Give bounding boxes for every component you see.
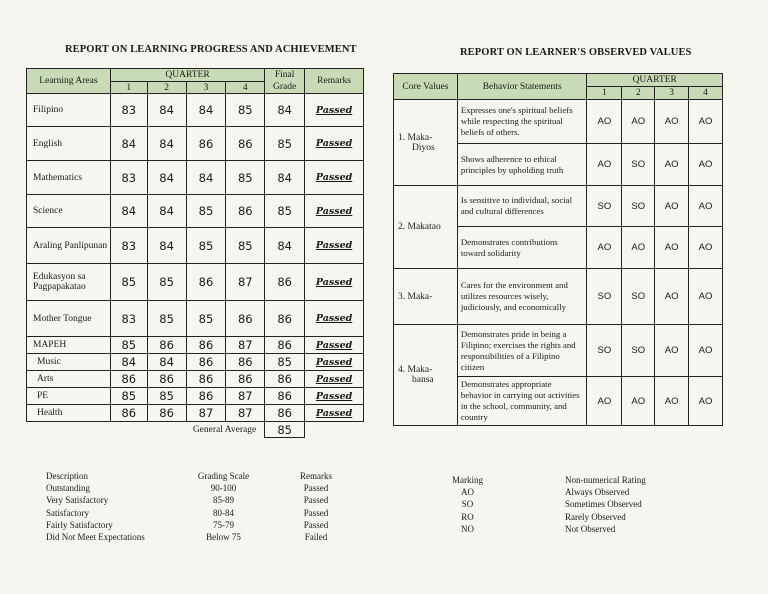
quarter-grade: 84 (147, 195, 186, 228)
final-grade: 86 (265, 405, 305, 422)
quarter-grade: 84 (147, 228, 186, 264)
remark: Passed (305, 94, 364, 127)
quarter-grade: 84 (147, 94, 186, 127)
quarter-grade: 85 (110, 264, 147, 301)
legend-scale: Below 75 (206, 532, 241, 543)
final-grade: 86 (265, 264, 305, 301)
value-marking: SO (587, 269, 622, 325)
quarter-grade: 86 (110, 371, 147, 388)
quarter-grade: 86 (147, 405, 186, 422)
grade-row (27, 301, 364, 337)
grade-row (27, 127, 364, 161)
value-marking: AO (655, 144, 689, 186)
header-values-quarter-2: 2 (622, 87, 655, 100)
core-value (394, 186, 458, 269)
core-value-line: bansa (412, 375, 434, 385)
legend-marking: SO (461, 499, 474, 510)
behavior-statement: Demonstrates contributions toward solidarity (457, 227, 587, 269)
legend-scale: 85-89 (213, 495, 234, 506)
legend-scale-col (186, 470, 261, 543)
core-value-line: 4. Maka- (398, 365, 433, 375)
final-grade: 86 (265, 388, 305, 405)
learning-progress-table (26, 68, 364, 438)
quarter-grade: 84 (110, 354, 147, 371)
legend-header-rating: Non-numerical Rating (565, 475, 646, 485)
observed-values-table (393, 73, 723, 426)
legend-rating: Always Observed (565, 487, 630, 498)
core-value-line: 3. Maka- (398, 291, 433, 302)
header-values-quarter-4: 4 (689, 87, 723, 100)
value-marking: AO (689, 144, 723, 186)
legend-description: Outstanding (46, 483, 90, 494)
quarter-grade: 83 (110, 161, 147, 195)
behavior-statement: Demonstrates pride in being a Filipino; exercises the rights and responsibilities of a Filipino citizen (457, 325, 587, 377)
learning-area-name: Mother Tongue (27, 301, 111, 337)
header-core-values: Core Values (394, 74, 458, 100)
quarter-grade: 86 (226, 195, 265, 228)
behavior-statement: Demonstrates appropriate behavior in carrying out activities in the school, community, and country (457, 377, 587, 426)
quarter-grade: 85 (110, 337, 147, 354)
grade-row (27, 94, 364, 127)
grade-row (27, 195, 364, 228)
value-marking: AO (655, 100, 689, 144)
remark: Passed (305, 371, 364, 388)
remark: Passed (305, 161, 364, 195)
quarter-grade: 86 (186, 337, 226, 354)
grade-row (27, 161, 364, 195)
quarter-grade: 86 (186, 371, 226, 388)
quarter-grade: 86 (186, 127, 226, 161)
legend-remark: Passed (303, 519, 329, 530)
legend-marking-col (445, 474, 490, 535)
quarter-grade: 84 (147, 127, 186, 161)
quarter-grade: 84 (110, 127, 147, 161)
header-remarks: Remarks (305, 69, 364, 94)
grade-row-mapeh (27, 405, 364, 422)
general-average-blank (305, 422, 364, 438)
final-grade: 84 (265, 94, 305, 127)
final-grade: 84 (265, 161, 305, 195)
quarter-grade: 85 (186, 228, 226, 264)
quarter-grade: 85 (110, 388, 147, 405)
core-value (394, 325, 458, 426)
core-value-line: 2. Makatao (398, 222, 441, 232)
legend-remark: Passed (303, 495, 329, 506)
quarter-grade: 86 (226, 301, 265, 337)
value-marking: SO (587, 325, 622, 377)
learning-area-name: Arts (27, 371, 111, 388)
core-value (394, 269, 458, 325)
learning-area-name: MAPEH (27, 337, 111, 354)
learning-area-name: Science (27, 195, 111, 228)
header-final: Final (274, 70, 295, 80)
learning-area-name: Filipino (27, 94, 111, 127)
header-quarter-1: 1 (110, 82, 147, 94)
header-values-quarter-1: 1 (587, 87, 622, 100)
learning-area-name: Araling Panlipunan (27, 228, 111, 264)
legend-remark: Passed (303, 483, 329, 494)
header-values-quarter: QUARTER (587, 74, 723, 87)
quarter-grade: 87 (226, 405, 265, 422)
value-marking: AO (689, 325, 723, 377)
legend-header-scale: Grading Scale (197, 471, 250, 481)
header-behavior-statements: Behavior Statements (457, 74, 587, 100)
legend-description: Did Not Meet Expectations (46, 532, 145, 543)
value-marking: SO (622, 144, 655, 186)
values-title: REPORT ON LEARNER'S OBSERVED VALUES (460, 47, 692, 58)
legend-marking: AO (461, 487, 474, 498)
final-grade: 85 (265, 354, 305, 371)
legend-description-col (46, 470, 145, 543)
quarter-grade: 85 (226, 161, 265, 195)
legend-scale: 80-84 (213, 507, 234, 518)
legend-scale: 90-100 (210, 483, 237, 494)
value-marking: SO (622, 269, 655, 325)
remark: Passed (305, 228, 364, 264)
legend-description: Fairly Satisfactory (46, 519, 113, 530)
quarter-grade: 85 (186, 301, 226, 337)
quarter-grade: 86 (186, 388, 226, 405)
value-marking: SO (587, 186, 622, 227)
final-grade: 84 (265, 228, 305, 264)
value-marking: AO (587, 144, 622, 186)
header-grade: Grade (273, 82, 297, 92)
legend-rating: Not Observed (565, 523, 616, 534)
legend-description: Very Satisfactory (46, 495, 109, 506)
quarter-grade: 83 (110, 228, 147, 264)
legend-marking: RO (461, 511, 474, 522)
core-value-line: 1. Maka- (398, 132, 433, 143)
value-row (394, 186, 723, 227)
header-values-quarter-3: 3 (655, 87, 689, 100)
remark: Passed (305, 337, 364, 354)
remark: Passed (305, 264, 364, 301)
quarter-grade: 87 (226, 388, 265, 405)
legend-header-description: Description (46, 471, 88, 481)
behavior-statement: Is sensitive to individual, social and cultural differences (457, 186, 587, 227)
behavior-statement: Cares for the environment and utilizes resources wisely, judiciously, and economically (457, 269, 587, 325)
value-marking: AO (655, 269, 689, 325)
quarter-grade: 86 (147, 371, 186, 388)
grade-row-mapeh (27, 354, 364, 371)
general-average-value: 85 (265, 422, 305, 438)
quarter-grade: 86 (226, 354, 265, 371)
value-marking: AO (622, 100, 655, 144)
quarter-grade: 83 (110, 94, 147, 127)
header-quarter-2: 2 (147, 82, 186, 94)
legend-remark: Passed (303, 507, 329, 518)
legend-header-marking: Marking (452, 475, 483, 485)
quarter-grade: 87 (226, 337, 265, 354)
final-grade: 86 (265, 337, 305, 354)
final-grade: 85 (265, 127, 305, 161)
legend-rating: Rarely Observed (565, 511, 626, 522)
quarter-grade: 86 (186, 354, 226, 371)
legend-remarks-col (291, 470, 341, 543)
quarter-grade: 84 (186, 94, 226, 127)
quarter-grade: 84 (186, 161, 226, 195)
header-quarter-3: 3 (186, 82, 226, 94)
header-quarter-4: 4 (226, 82, 265, 94)
progress-title: REPORT ON LEARNING PROGRESS AND ACHIEVEMENT (65, 44, 357, 55)
quarter-grade: 86 (226, 371, 265, 388)
quarter-grade: 83 (110, 301, 147, 337)
legend-marking: NO (461, 523, 474, 534)
quarter-grade: 85 (226, 94, 265, 127)
behavior-statement: Expresses one's spiritual beliefs while respecting the spiritual beliefs of others. (457, 100, 587, 144)
grade-row (27, 264, 364, 301)
legend-description: Satisfactory (46, 507, 89, 518)
quarter-grade: 87 (226, 264, 265, 301)
legend-scale: 75-79 (213, 519, 234, 530)
value-marking: AO (587, 227, 622, 269)
final-grade: 86 (265, 301, 305, 337)
value-marking: AO (689, 227, 723, 269)
learning-area-name: Music (27, 354, 111, 371)
general-average-label: General Average (192, 424, 257, 435)
quarter-grade: 86 (226, 127, 265, 161)
value-row (394, 325, 723, 377)
quarter-grade: 84 (147, 161, 186, 195)
quarter-grade: 85 (147, 264, 186, 301)
learning-area-name: Mathematics (27, 161, 111, 195)
value-marking: AO (689, 377, 723, 426)
quarter-grade: 86 (186, 264, 226, 301)
learning-area-name: English (27, 127, 111, 161)
value-row (394, 100, 723, 144)
behavior-statement: Shows adherence to ethical principles by upholding truth (457, 144, 587, 186)
remark: Passed (305, 388, 364, 405)
grade-row-mapeh (27, 388, 364, 405)
quarter-grade: 85 (147, 388, 186, 405)
quarter-grade: 86 (110, 405, 147, 422)
legend-remark: Failed (304, 532, 328, 543)
value-marking: AO (655, 325, 689, 377)
grade-row-mapeh (27, 371, 364, 388)
core-value-line: Diyos (412, 142, 435, 153)
value-marking: AO (622, 377, 655, 426)
header-learning-areas: Learning Areas (27, 69, 111, 94)
quarter-grade: 84 (110, 195, 147, 228)
legend-rating-col (565, 474, 646, 535)
legend-rating: Sometimes Observed (565, 499, 642, 510)
value-marking: AO (587, 100, 622, 144)
value-marking: AO (655, 377, 689, 426)
quarter-grade: 85 (147, 301, 186, 337)
value-marking: AO (689, 269, 723, 325)
remark: Passed (305, 127, 364, 161)
value-marking: SO (622, 186, 655, 227)
value-row (394, 269, 723, 325)
remark: Passed (305, 301, 364, 337)
header-final-grade (265, 69, 305, 94)
quarter-grade: 87 (186, 405, 226, 422)
legend-header-remarks: Remarks (300, 471, 332, 481)
final-grade: 86 (265, 371, 305, 388)
quarter-grade: 85 (186, 195, 226, 228)
quarter-grade: 84 (147, 354, 186, 371)
quarter-grade: 86 (147, 337, 186, 354)
final-grade: 85 (265, 195, 305, 228)
remark: Passed (305, 354, 364, 371)
remark: Passed (305, 195, 364, 228)
remark: Passed (305, 405, 364, 422)
value-marking: AO (689, 186, 723, 227)
header-quarter: QUARTER (110, 69, 264, 82)
grade-row-mapeh (27, 337, 364, 354)
value-marking: AO (587, 377, 622, 426)
value-marking: AO (655, 227, 689, 269)
value-marking: AO (689, 100, 723, 144)
value-marking: AO (655, 186, 689, 227)
learning-area-name: PE (27, 388, 111, 405)
learning-area-name: Health (27, 405, 111, 422)
grade-row (27, 228, 364, 264)
core-value (394, 100, 458, 186)
quarter-grade: 85 (226, 228, 265, 264)
learning-area-name: Edukasyon sa Pagpapakatao (27, 264, 111, 301)
value-marking: SO (622, 325, 655, 377)
general-average-row (27, 422, 364, 438)
value-marking: AO (622, 227, 655, 269)
